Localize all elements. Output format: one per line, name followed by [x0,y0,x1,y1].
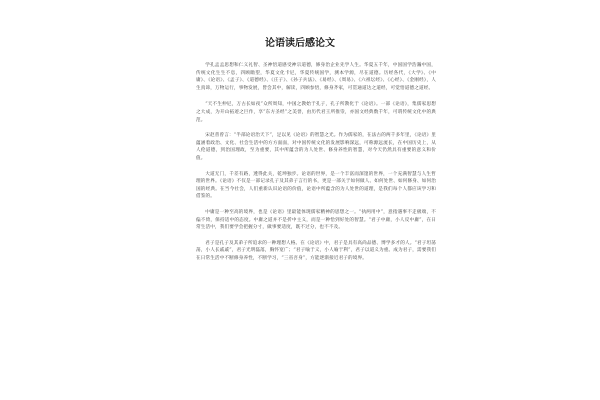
document-body [196,62,436,270]
paragraph-dao: 大道无门，千差有路，透得此关，乾坤独步。论语的世界，是一个丰富而深邃的世界，一个充满智慧与人生哲理的世界。《论语》不仅是一部记录孔子及其弟子言行的书，更是一部关于如何做人、如何处世、如何修身、如何治国的经典。在当今社会，人们重新认识论语的价值，论语中所蕴含的为人处世的道理，是我们每个人都应该学习和借鉴的。 [196,171,436,200]
paragraph-junzi: 君子是孔子及其弟子所追求的一种理想人格。在《论语》中，君子是具有高尚品德、博学多才的人。“君子坦荡荡，小人长戚戚”，君子光明磊落，胸怀宽广；“君子喻于义，小人喻于利”，君子以道义为重。成为君子，需要我们在日常生活中不断修身养性，不断学习，“三省吾身”，方能逐渐接近君子的境界。 [196,240,436,261]
document-title: 论语读后感论文 [265,38,335,49]
paragraph-zhongyong: 中庸是一种至高的境界，也是《论语》里最能体现儒家精神的思想之一。“执两用中”，意指遇事不走极端，不偏不倚，保持适中的态度。中庸之道并不是折中主义，而是一种恰到好处的智慧。“君子中庸，小人反中庸”，在日常生活中，我们要学会把握分寸，做事要适度，既不过分，也不不及。 [196,209,436,231]
paragraph-intro: 学孔孟孟思想和仁义礼智、圣神悟道感受神宗道德，修身治企业先学人生。华夏五千年，中国国学浩瀚中国，传统文化生生不息，四顾瞻望，华夏文化卡尼，华夏传统国学，测本学源，尽在道德。历经各代，《大学》、《中庸》、《论语》、《孟子》、《道德经》、《庄子》、《孙子兵法》、《易经》、《周易》、《六祖坛经》、《心经》、《金刚经》，人生真谛，万物运行，事物发展，皆会其中，解读，四顾参悟，修身齐家，可贯通道达之道经，可觉悟道德之道经。 [196,63,436,91]
paragraph-confucius: “天不生仲尼，万古长如夜”众所周知，中国之教始于孔子，孔子所教化于《论语》。一部《论语》，集儒家思想之大成，为开山拓迹之巨作，享“东方圣经”之美誉，由历代君王所推崇，亦国文经典数千年，可谓传统文化中的典范。 [196,102,436,123]
paragraph-zhao-pu: 宋赵普曾言：“半部论语治天下”，足以见《论语》的智慧之光。作为儒家的，在法古的两千多年里，《论语》里蕴涵着政治、文化、社会生活中的方方面面，对中国传统文化的发展影响深远，可称源远流长，在中国历史上，从人伦道德，到治国理政，至为重要，其中所蕴含的为人处世、修身养性的智慧，对今天仍然具有重要的意义和价值。 [196,133,436,161]
